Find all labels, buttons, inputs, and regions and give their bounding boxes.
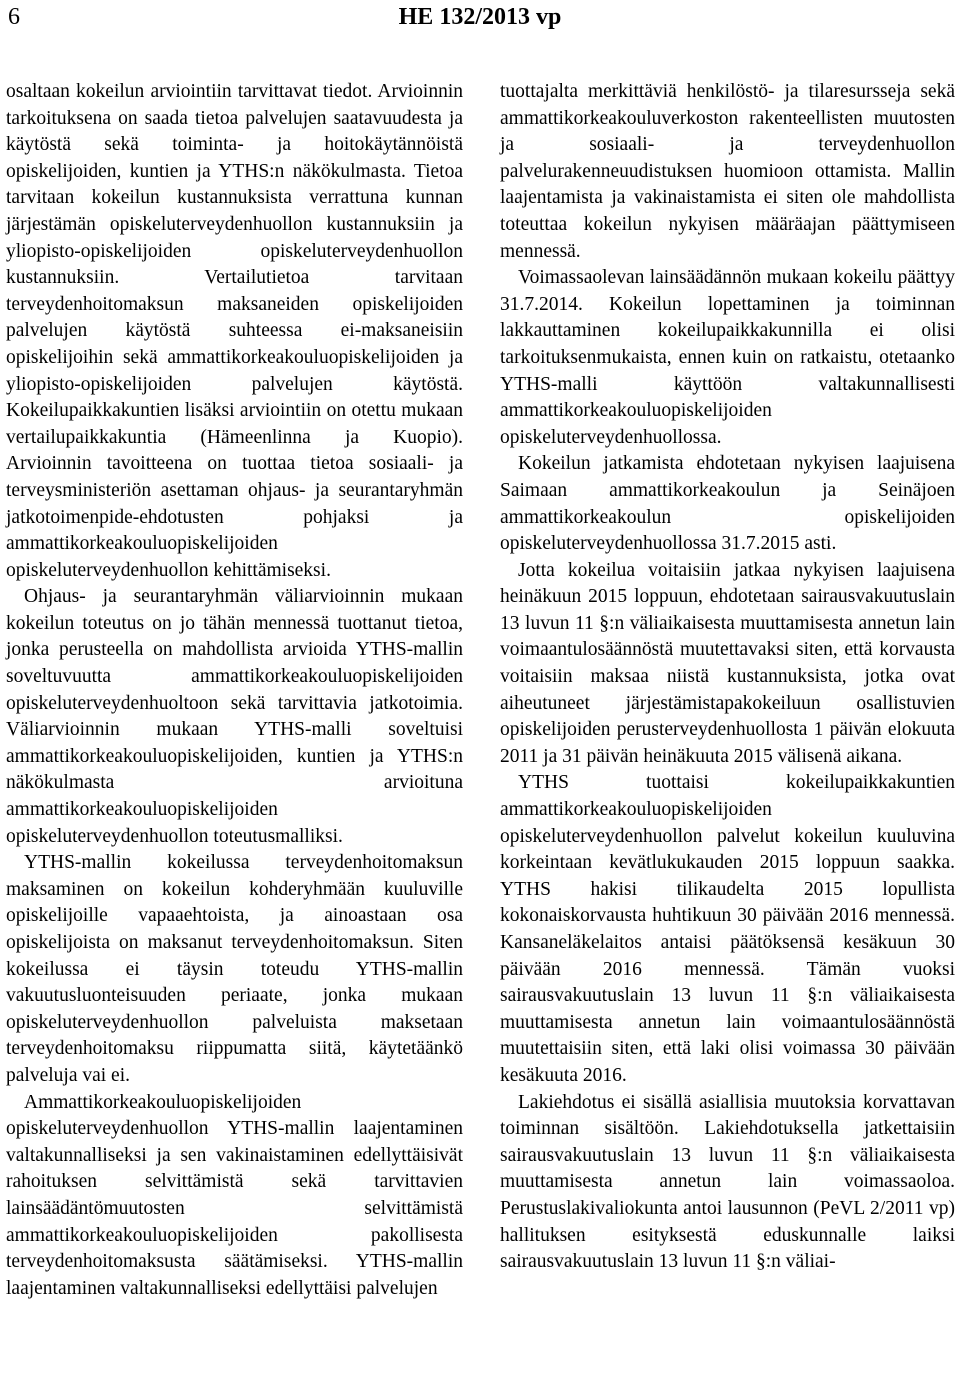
right-paragraph-6: Lakiehdotus ei sisällä asiallisia muutoksia korvattavan toiminnan sisältöön. Lakiehdotuksella jatkettaisiin sairausvakuutuslain 13 luvun 11 §:n väliaikaisesta muuttamisesta annetun lain voimassaoloa. Perustuslakivaliokunta antoi lausunnon (PeVL 2/2011 vp) hallituksen esityksestä eduskunnalle laiksi sairausvakuutuslain 13 luvun 11 §:n väliai- [500, 1091, 955, 1273]
page-header [0, 4, 960, 40]
right-paragraph-1: tuottajalta merkittäviä henkilöstö- ja tilaresursseja sekä ammattikorkeakouluverkoston rakenteellisten muutosten ja sosiaali- ja terveydenhuollon palvelurakenneuudistuksen huomioon ottamista. Mallin laajentamista ja vakinaistamista ei siten ole mahdollista toteuttaa kokeilun nykyisen määräajan päättymiseen mennessä. [500, 81, 955, 262]
page-number: 6 [8, 4, 20, 30]
left-paragraph-1: osaltaan kokeilun arviointiin tarvittavat tiedot. Arvioinnin tarkoituksena on saada tietoa palvelujen saatavuudesta ja käytöstä sekä toiminta- ja hoitokäytännöistä opiskelijoiden, kuntien ja YTHS:n näkökulmasta. Tietoa tarvitaan kokeilun kustannuksista verrattuna kunnan järjestämän opiskeluterveydenhuollon kustannuksiin ja yliopisto-opiskelijoiden opiskeluterveydenhuollon kustannuksiin. Vertailutietoa tarvitaan terveydenhoitomaksun maksaneiden opiskelijoiden palvelujen käytöstä suhteessa ei-maksaneisiin opiskelijoihin sekä ammattikorkeakouluopiskelijoiden ja yliopisto-opiskelijoiden palvelujen käytöstä. Kokeilupaikkakuntien lisäksi arviointiin on otettu mukaan vertailupaikkakuntia (Hämeenlinna ja Kuopio). Arvioinnin tavoitteena on tuottaa tietoa sosiaali- ja terveysministeriön asettaman ohjaus- ja seurantaryhmän jatkotoimenpide-ehdotusten pohjaksi ja ammattikorkeakouluopiskelijoiden opiskeluterveydenhuollon kehittämiseksi. [6, 81, 463, 581]
document-id: HE 132/2013 vp [398, 4, 562, 30]
left-paragraph-3: YTHS-mallin kokeilussa terveydenhoitomaksun maksaminen on kokeilun kohderyhmään kuuluville opiskelijoille vapaaehtoista, ja ainoastaan osa opiskelijoista on maksanut terveydenhoitomaksun. Siten kokeilussa ei täysin toteudu YTHS-mallin vakuutusluonteisuuden periaate, jonka mukaan opiskeluterveydenhuollon palveluista maksetaan terveydenhoitomaksu riippumatta siitä, käytetäänkö palveluja vai ei. [6, 852, 463, 1086]
right-column [500, 79, 955, 1276]
left-paragraph-2: Ohjaus- ja seurantaryhmän väliarvioinnin mukaan kokeilun toteutus on jo tähän mennessä tuottanut tietoa, jonka perusteella on mahdollista arvioida YTHS-mallin soveltuvuutta ammattikorkeakouluopiskelijoiden opiskeluterveydenhuoltoon sekä tarvittavia jatkotoimia. Väliarvioinnin mukaan YTHS-malli soveltuisi ammattikorkeakouluopiskelijoiden, kuntien ja YTHS:n näkökulmasta arvioituna ammattikorkeakouluopiskelijoiden opiskeluterveydenhuollon toteutusmalliksi. [6, 586, 463, 847]
right-paragraph-4: Jotta kokeilua voitaisiin jatkaa nykyisen laajuisena heinäkuun 2015 loppuun, ehdotetaan sairausvakuutuslain 13 luvun 11 §:n väliaikaisesta muuttamisesta annetun lain voimaantulosäännöstä muutettavaksi siten, että korvausta voitaisiin maksaa niistä kustannuksista, jotka ovat aiheutuneet järjestämistapakokeiluun osallistuvien opiskelijoiden perusterveydenhuollosta 1 päivän elokuuta 2011 ja 31 päivän heinäkuuta 2015 välisenä aikana. [500, 559, 955, 767]
right-paragraph-2: Voimassaolevan lainsäädännön mukaan kokeilu päättyy 31.7.2014. Kokeilun lopettaminen ja toiminnan lakkauttaminen kokeilupaikkakunnilla ei olisi tarkoituksenmukaista, ennen kuin on ratkaistu, otetaanko YTHS-malli käyttöön valtakunnallisesti ammattikorkeakouluopiskelijoiden opiskeluterveydenhuollossa. [500, 267, 955, 448]
right-paragraph-5: YTHS tuottaisi kokeilupaikkakuntien ammattikorkeakouluopiskelijoiden opiskeluterveydenhuollon palvelut kokeilun kuuluvina korkeintaan kevätlukukauden 2015 loppuun saakka. YTHS hakisi tilikaudelta 2015 lopullista kokonaiskorvausta huhtikuun 30 päivään 2016 mennessä. Kansaneläkelaitos antaisi päätöksensä kesäkuun 30 päivään 2016 mennessä. Tämän vuoksi sairausvakuutuslain 13 luvun 11 §:n väliaikaisesta muuttamisesta annetun lain voimaantulosäännöstä muutettaisiin siten, että laki olisi voimassa 30 päivään kesäkuuta 2016. [500, 772, 955, 1086]
right-paragraph-3: Kokeilun jatkamista ehdotetaan nykyisen laajuisena Saimaan ammattikorkeakoulun ja Seinäjoen ammattikorkeakoulun opiskelijoiden opiskeluterveydenhuollossa 31.7.2015 asti. [500, 453, 955, 555]
left-paragraph-4: Ammattikorkeakouluopiskelijoiden opiskeluterveydenhuollon YTHS-mallin laajentaminen valtakunnalliseksi ja sen vakinaistaminen edellyttäisivät rahoituksen selvittämistä sekä tarvittavien lainsäädäntömuutosten selvittämistä ammattikorkeakouluopiskelijoiden pakollisesta terveydenhoitomaksusta säätämiseksi. YTHS-mallin laajentaminen valtakunnalliseksi edellyttäisi palvelujen [6, 1091, 463, 1299]
left-column [6, 79, 463, 1302]
